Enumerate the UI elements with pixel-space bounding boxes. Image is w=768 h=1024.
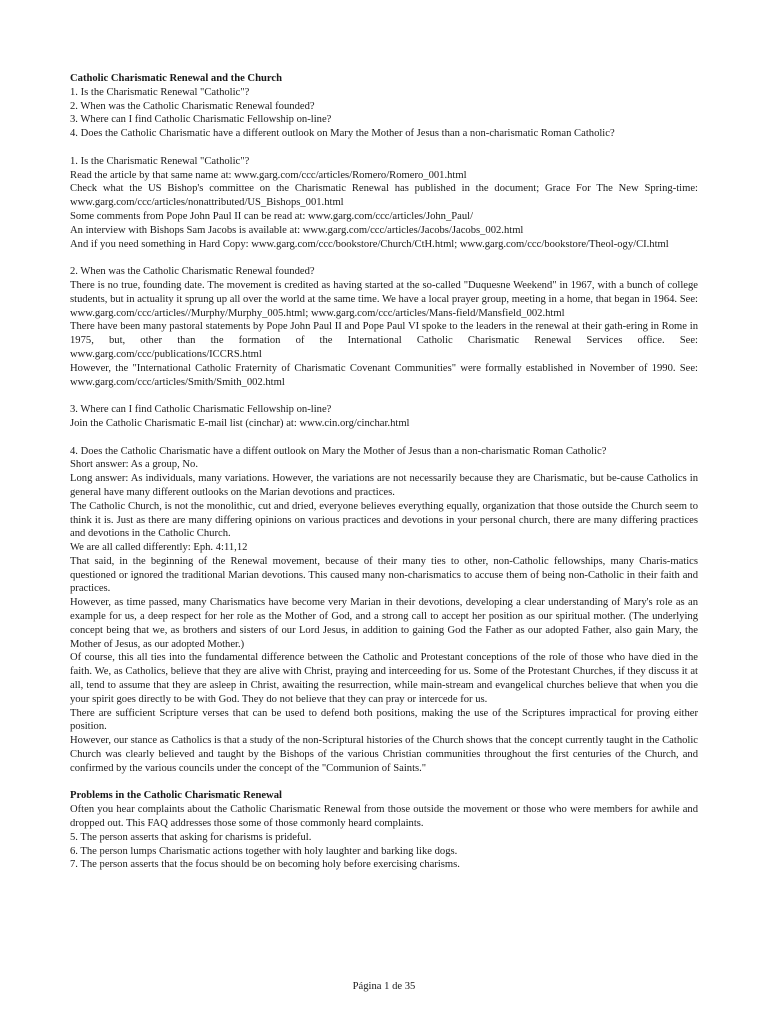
body-paragraph: Some comments from Pope John Paul II can be read at: www.garg.com/ccc/articles/John_Paul/	[70, 210, 474, 222]
list-item: 5. The person asserts that asking for charisms is prideful.	[70, 831, 312, 843]
body-paragraph: Check what the US Bishop's committee on the Charismatic Renewal has published in the document; Grace For The New Spring-time: www.garg.com/ccc/articles/nonattributed/US_Bishops_001.html	[70, 183, 698, 209]
body-paragraph: However, as time passed, many Charismatics have become very Marian in their devotions, developing a clear understanding of Mary's role as an example for us, a deep respect for her role as the Mother of God, and a strong call to accept her position as our spiritual mother. (The underlying concept being that we, as brothers and sisters of our Lord Jesus, in addition to gaining God the Father as our adopted Father, also gain Mary, the Mother of Jesus, as our adopted Mother.)	[70, 597, 698, 650]
body-paragraph: However, our stance as Catholics is that a study of the non-Scriptural histories of the Church shows that the concept currently taught in the Catholic Church was clearly believed and taught by the Bishops of the various Christian communities throughout the first centuries of the Church, and confirmed by the various councils under the concept of the "Communion of Saints."	[70, 735, 698, 774]
question-heading: 3. Where can I find Catholic Charismatic Fellowship on-line?	[70, 404, 332, 416]
body-paragraph: Long answer: As individuals, many variations. However, the variations are not necessarily because they are Charismatic, but be-cause Catholics in general have many different outlooks on the Marian devotions and practices.	[70, 473, 698, 498]
body-paragraph: An interview with Bishops Sam Jacobs is available at: www.garg.com/ccc/articles/Jacobs/Jacobs_002.html	[70, 224, 524, 236]
body-paragraph: Of course, this all ties into the fundamental difference between the Catholic and Protestant conceptions of the role of those who have died in the faith. We, as Catholics, believe that they are alive with Christ, praying and interceeding for us. Some of the Protestant Churches, if they discuss it at all, tend to assume that they are asleep in Christ, awaiting the resurrection, while main-stream and evangelical churches believe that when you die your spirit goes directly to be with God. They do not believe that they can pray or intercede for us.	[70, 652, 698, 705]
toc-item: 3. Where can I find Catholic Charismatic Fellowship on-line?	[70, 114, 332, 126]
body-paragraph: There is no true, founding date. The movement is credited as having started at the so-called "Duquesne Weekend" in 1967, with a bunch of college students, but in actuality it sprung up all over the world at the same time. We have a local prayer group, meeting in a home, that began in 1964. See: www.garg.com/ccc/articles//Murphy/Murphy_005.html; www.garg.com/ccc/articles/Mans-field/Mansfield_002.html	[70, 279, 698, 319]
question-heading: 2. When was the Catholic Charismatic Renewal founded?	[70, 266, 315, 278]
toc-item: 4. Does the Catholic Charismatic have a different outlook on Mary the Mother of Jesus than a non-charismatic Roman Catholic?	[70, 128, 615, 140]
body-paragraph: And if you need something in Hard Copy: www.garg.com/ccc/bookstore/Church/CtH.html; www.garg.com/ccc/bookstore/Theol-ogy/CI.html	[70, 238, 669, 250]
body-paragraph: Join the Catholic Charismatic E-mail list (cinchar) at: www.cin.org/cinchar.html	[70, 417, 410, 429]
list-item: 7. The person asserts that the focus should be on becoming holy before exercising charisms.	[70, 859, 460, 871]
body-paragraph: Often you hear complaints about the Catholic Charismatic Renewal from those outside the movement or those who were members for awhile and dropped out. This FAQ addresses those some of those commonly heard complaints.	[70, 804, 698, 830]
section-heading: Problems in the Catholic Charismatic Renewal	[70, 790, 282, 802]
body-paragraph: We are all called differently: Eph. 4:11,12	[70, 542, 248, 554]
body-paragraph: That said, in the beginning of the Renewal movement, because of their many ties to other, non-Catholic fellowships, many Charis-matics questioned or ignored the traditional Marian devotions. This caused many non-charismatics to accuse them of being non-Catholic in their faith and practices.	[70, 555, 698, 595]
paragraph-gap	[70, 389, 698, 403]
body-paragraph: There have been many pastoral statements by Pope John Paul II and Pope Paul VI spoke to the leaders in the renewal at their gath-ering in Rome in 1975, but, other than the formation of the International Catholic Charismatic Renewal Services office. See: www.garg.com/ccc/publications/ICCRS.html	[70, 321, 698, 360]
question-heading: 1. Is the Charismatic Renewal "Catholic"?	[70, 155, 250, 167]
section-heading: Catholic Charismatic Renewal and the Church	[70, 73, 282, 84]
document-body	[70, 72, 698, 872]
paragraph-gap	[70, 776, 698, 790]
list-item: 6. The person lumps Charismatic actions together with holy laughter and barking like dogs.	[70, 845, 458, 857]
paragraph-gap	[70, 251, 698, 265]
question-heading: 4. Does the Catholic Charismatic have a diffent outlook on Mary the Mother of Jesus than a non-charismatic Roman Catholic?	[70, 445, 607, 457]
body-paragraph: There are sufficient Scripture verses that can be used to defend both positions, making the use of the Scriptures impractical for proving either position.	[70, 707, 698, 733]
page-number: Página 1 de 35	[352, 981, 416, 992]
toc-item: 2. When was the Catholic Charismatic Renewal founded?	[70, 100, 315, 112]
paragraph-gap	[70, 431, 698, 445]
body-paragraph: Read the article by that same name at: www.garg.com/ccc/articles/Romero/Romero_001.html	[70, 169, 467, 181]
paragraph-gap	[70, 141, 698, 155]
toc-item: 1. Is the Charismatic Renewal "Catholic"?	[70, 86, 250, 98]
body-paragraph: The Catholic Church, is not the monolithic, cut and dried, everyone believes everything equally, organization that those outside the Church seem to think it is. Just as there are many differing opinions on various practices and devotions in your personal church, there are many differing practices and devotions in the Catholic Church.	[70, 500, 698, 540]
body-paragraph: Short answer: As a group, No.	[70, 459, 198, 471]
body-paragraph: However, the "International Catholic Fraternity of Charismatic Covenant Communities" were formally established in November of 1990. See: www.garg.com/ccc/articles/Smith/Smith_002.html	[70, 362, 698, 388]
